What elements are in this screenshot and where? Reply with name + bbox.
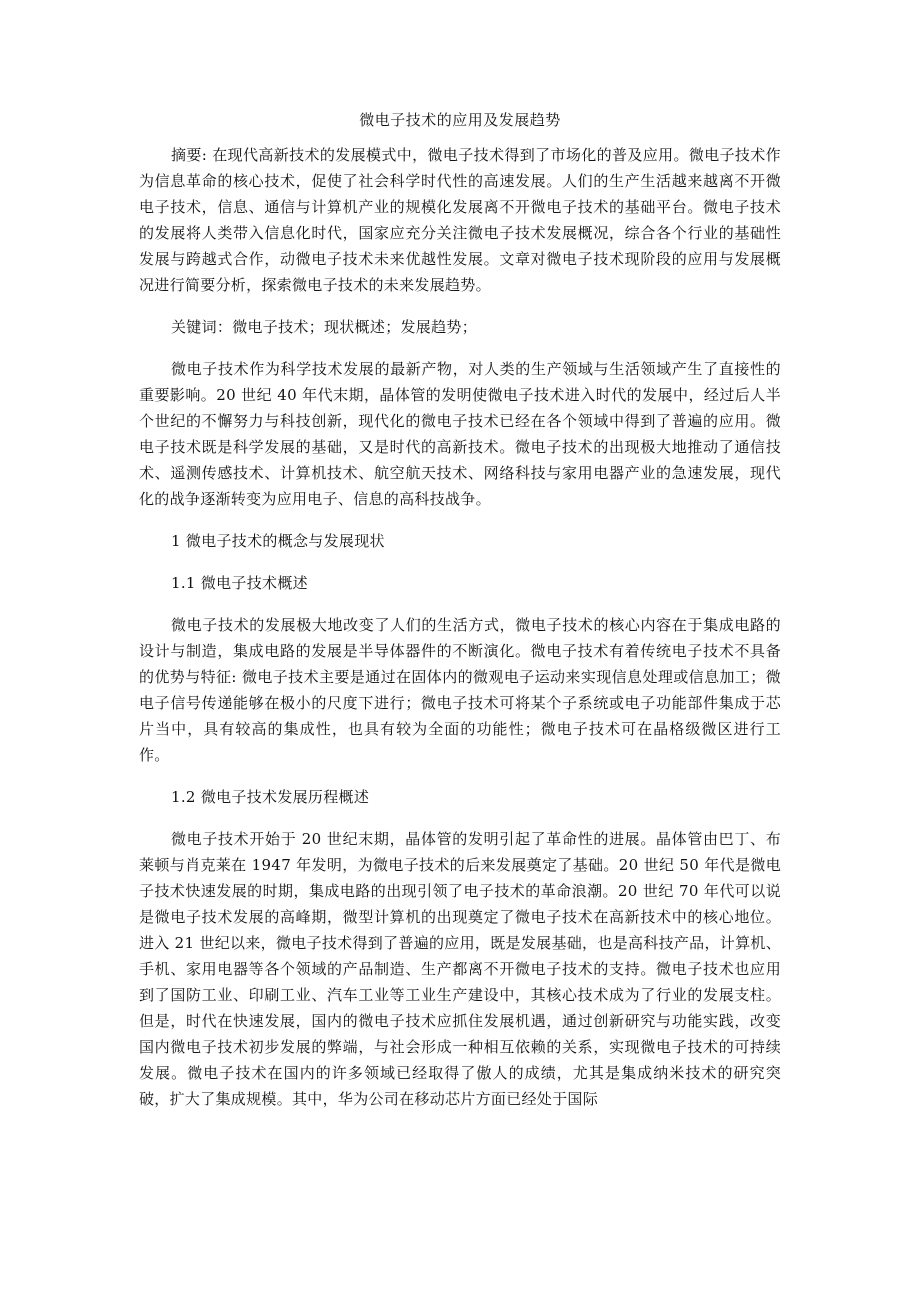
spacer: [139, 340, 781, 356]
spacer: [139, 810, 781, 826]
intro-paragraph: 微电子技术作为科学技术发展的最新产物，对人类的生产领域与生活领域产生了直接性的重要影响。20 世纪 40 年代末期，晶体管的发明使微电子技术进入时代的发展中，经过后人半个世纪的不懈努力与科技创新，现代化的微电子技术已经在各个领域中得到了普遍的应用。微电子技术既是科学发展的基础，又是时代的高新技术。微电子技术的出现极大地推动了通信技术、遥测传感技术、计算机技术、航空航天技术、网络科技与家用电器产业的急速发展，现代化的战争逐渐转变为应用电子、信息的高科技战争。: [139, 360, 781, 508]
spacer: [139, 298, 781, 314]
document-title: 微电子技术的应用及发展趋势: [359, 111, 561, 129]
section-1-1-heading: 1.1 微电子技术概述: [171, 574, 308, 592]
abstract-paragraph: 摘要: 在现代高新技术的发展模式中，微电子技术得到了市场化的普及应用。微电子技术作为信息革命的核心技术，促使了社会科学时代性的高速发展。人们的生产生活越来越离不开微电子技术，信息、通信与计算机产业的规模化发展离不开微电子技术的基础平台。微电子技术的发展将人类带入信息化时代，国家应充分关注微电子技术发展概况，综合各个行业的基础性发展与跨越式合作，动微电子技术未来优越性发展。文章对微电子技术现阶段的应用与发展概况进行简要分析，探索微电子技术的未来发展趋势。: [139, 146, 781, 294]
section-1-2-heading: 1.2 微电子技术发展历程概述: [171, 788, 370, 806]
section-1-heading: 1 微电子技术的概念与发展现状: [171, 532, 385, 550]
spacer: [139, 512, 781, 528]
section-1-2-body: 微电子技术开始于 20 世纪末期，晶体管的发明引起了革命性的进展。晶体管由巴丁、布莱顿与肖克莱在 1947 年发明，为微电子技术的后来发展奠定了基础。20 世纪 50 年代是微电子技术快速发展的时期，集成电路的出现引领了电子技术的革命浪潮。20 世纪 70 年代可以说是微电子技术发展的高峰期，微型计算机的出现奠定了微电子技术在高新技术中的核心地位。进入 21 世纪以来，微电子技术得到了普遍的应用，既是发展基础，也是高科技产品，计算机、手机、家用电器等各个领域的产品制造、生产都离不开微电子技术的支持。微电子技术也应用到了国防工业、印刷工业、汽车工业等工业生产建设中，其核心技术成为了行业的发展支柱。但是，时代在快速发展，国内的微电子技术应抓住发展机遇，通过创新研究与功能实践，改变国内微电子技术初步发展的弊端，与社会形成一种相互依赖的关系，实现微电子技术的可持续发展。微电子技术在国内的许多领域已经取得了傲人的成绩，尤其是集成纳米技术的研究突破，扩大了集成规模。其中，华为公司在移动芯片方面已经处于国际: [139, 830, 781, 1108]
document-page: [139, 108, 781, 1112]
spacer: [139, 554, 781, 570]
spacer: [139, 768, 781, 784]
section-1-1-body: 微电子技术的发展极大地改变了人们的生活方式，微电子技术的核心内容在于集成电路的设计与制造，集成电路的发展是半导体器件的不断演化。微电子技术有着传统电子技术不具备的优势与特征: 微电子技术主要是通过在固体内的微观电子运动来实现信息处理或信息加工；微电子信号传递能够在极小的尺度下进行；微电子技术可将某个子系统或电子功能部件集成于芯片当中，具有较高的集成性，也具有较为全面的功能性；微电子技术可在晶格级微区进行工作。: [139, 616, 781, 764]
keywords-paragraph: 关键词：微电子技术；现状概述；发展趋势；: [171, 318, 478, 336]
spacer: [139, 596, 781, 612]
